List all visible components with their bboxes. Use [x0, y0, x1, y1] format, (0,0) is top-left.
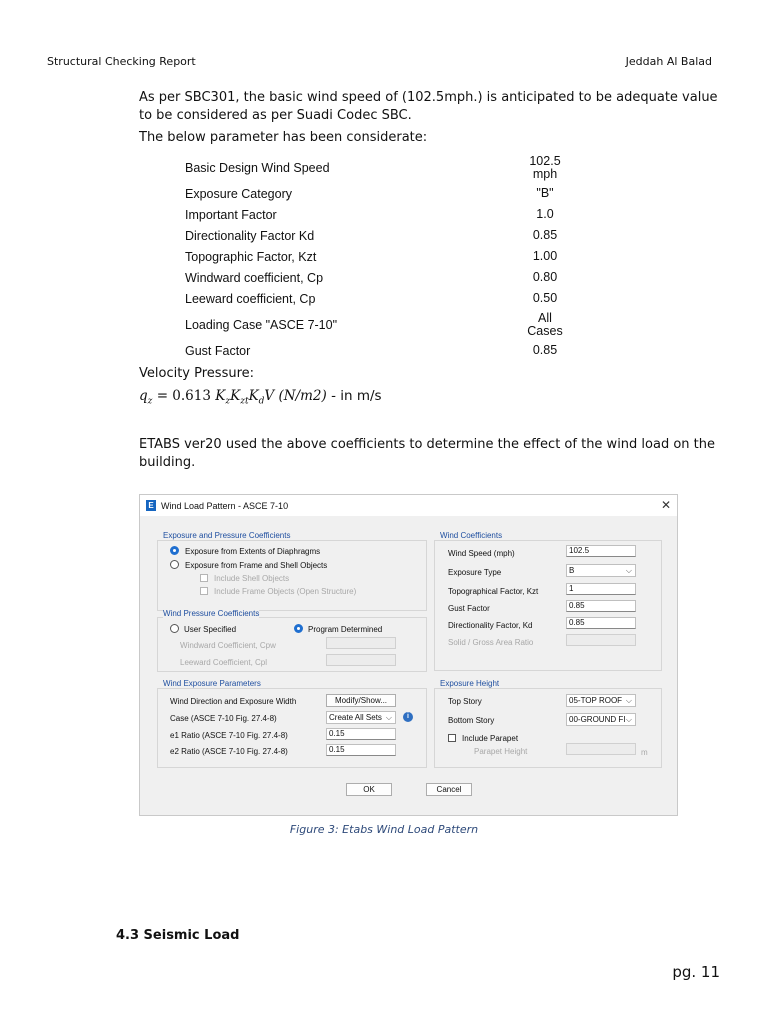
dialog-title: Wind Load Pattern - ASCE 7-10: [161, 501, 289, 511]
exposure-type-label: Exposure Type: [448, 568, 502, 577]
parameter-name: Directionality Factor Kd: [185, 228, 315, 243]
velocity-label: Velocity Pressure:: [139, 366, 255, 381]
report-title: Structural Checking Report: [47, 55, 196, 68]
parameter-name: Topographic Factor, Kzt: [185, 249, 317, 264]
top-story-value: 05-TOP ROOF: [569, 696, 623, 705]
dialog-titlebar: [140, 495, 677, 516]
chevron-down-icon: ⌵: [625, 696, 632, 705]
parameter-value-line: 1.0: [536, 207, 554, 221]
parameter-value: [515, 267, 575, 288]
etabs-paragraph: ETABS ver20 used the above coefficients to determine the effect of the wind load on the building.: [139, 437, 716, 470]
wind-speed-label: Wind Speed (mph): [448, 549, 515, 558]
parameter-name: Exposure Category: [185, 186, 293, 201]
section-heading: 4.3 Seismic Load: [116, 928, 240, 943]
include-parapet-label: Include Parapet: [462, 734, 519, 743]
program-determined-label: Program Determined: [308, 625, 383, 634]
parameter-value: [515, 204, 575, 225]
kzt-field[interactable]: 1: [566, 583, 636, 595]
chevron-down-icon: ⌵: [625, 715, 632, 724]
windward-coefficient-label: Windward Coefficient, Cpw: [180, 641, 276, 650]
etabs-app-icon: E: [146, 500, 156, 511]
top-story-dropdown[interactable]: [566, 694, 636, 707]
intro-paragraph: As per SBC301, the basic wind speed of (102.5mph.) is anticipated to be adequate value to be considered as per Suadi Codec SBC.: [139, 90, 718, 123]
parameter-row: [180, 204, 575, 225]
parapet-height-field[interactable]: [566, 743, 636, 755]
parameter-name: Basic Design Wind Speed: [185, 160, 330, 175]
parameter-name: Loading Case "ASCE 7-10": [185, 317, 338, 332]
parameter-value: [515, 288, 575, 309]
wind-direction-label: Wind Direction and Exposure Width: [170, 697, 297, 706]
close-icon[interactable]: ✕: [660, 498, 672, 512]
parameter-value: [515, 340, 575, 361]
formula-coefficient: = 0.613: [156, 388, 211, 404]
exposure-type-dropdown[interactable]: [566, 564, 636, 577]
parameter-name: Important Factor: [185, 207, 277, 222]
bottom-story-value: 00-GROUND FI: [569, 715, 626, 724]
user-specified-radio[interactable]: [170, 624, 179, 633]
kzt-label: Topographical Factor, Kzt: [448, 587, 539, 596]
parapet-unit-label: m: [641, 748, 648, 757]
parameter-name: Windward coefficient, Cp: [185, 270, 324, 285]
exposure-type-value: B: [569, 566, 575, 575]
parameter-value-line: mph: [532, 166, 558, 181]
top-story-label: Top Story: [448, 697, 482, 706]
modify-show-button[interactable]: Modify/Show...: [326, 694, 396, 707]
velocity-formula: $q_z = 0.613$ $K_zK_{zt}K_dV$ (N/m2) - in m/s: [139, 388, 382, 407]
page-number: pg. 11: [672, 963, 720, 981]
include-parapet-checkbox[interactable]: [448, 734, 456, 742]
parameter-name: Gust Factor: [185, 343, 251, 358]
ok-button[interactable]: OK: [346, 783, 392, 796]
exposure-group-title: Exposure and Pressure Coefficients: [163, 531, 291, 540]
wind-load-pattern-dialog: [139, 494, 678, 816]
parameter-value: [515, 225, 575, 246]
parameter-value-line: All: [538, 310, 552, 325]
chevron-down-icon: ⌵: [625, 566, 632, 575]
parameter-value-line: 102.5: [529, 153, 561, 168]
chevron-down-icon: ⌵: [385, 713, 392, 722]
windward-coefficient-field[interactable]: [326, 637, 396, 649]
solid-gross-ratio-field[interactable]: [566, 634, 636, 646]
exposure-height-title: Exposure Height: [440, 679, 500, 688]
parameter-name: Leeward coefficient, Cp: [185, 291, 316, 306]
e2-ratio-label: e2 Ratio (ASCE 7-10 Fig. 27.4-8): [170, 747, 288, 756]
include-shell-label: Include Shell Objects: [214, 574, 290, 583]
parameters-intro: The below parameter has been considerate:: [139, 130, 428, 145]
exposure-frame-shell-label: Exposure from Frame and Shell Objects: [185, 561, 328, 570]
parameter-value: [515, 246, 575, 267]
bottom-story-dropdown[interactable]: [566, 713, 636, 726]
gust-factor-field[interactable]: 0.85: [566, 600, 636, 612]
cancel-button[interactable]: Cancel: [426, 783, 472, 796]
parameter-row: [180, 340, 575, 361]
parameter-value-line: 0.85: [532, 343, 558, 357]
include-frame-checkbox[interactable]: [200, 587, 208, 595]
gust-factor-label: Gust Factor: [448, 604, 490, 613]
leeward-coefficient-label: Leeward Coefficient, Cpl: [180, 658, 268, 667]
bottom-story-label: Bottom Story: [448, 716, 495, 725]
include-shell-checkbox[interactable]: [200, 574, 208, 582]
e1-ratio-field[interactable]: 0.15: [326, 728, 396, 740]
wind-speed-field[interactable]: 102.5: [566, 545, 636, 557]
parameter-row: [180, 309, 575, 340]
parameter-value-line: 0.50: [532, 291, 558, 305]
e1-ratio-label: e1 Ratio (ASCE 7-10 Fig. 27.4-8): [170, 731, 288, 740]
case-value: Create All Sets: [329, 713, 382, 722]
case-dropdown[interactable]: [326, 711, 396, 724]
exposure-frame-shell-radio[interactable]: [170, 560, 179, 569]
parameter-row: [180, 152, 575, 183]
user-specified-label: User Specified: [184, 625, 237, 634]
parameter-value-line: "B": [536, 186, 554, 200]
project-name: Jeddah Al Balad: [625, 55, 712, 68]
parapet-height-label: Parapet Height: [474, 747, 528, 756]
parameter-value-line: 1.00: [532, 249, 558, 263]
exposure-parameters-title: Wind Exposure Parameters: [163, 679, 261, 688]
exposure-diaphragms-label: Exposure from Extents of Diaphragms: [185, 547, 321, 556]
parameter-row: [180, 183, 575, 204]
parameter-value: [515, 309, 575, 340]
program-determined-radio[interactable]: [294, 624, 303, 633]
case-label: Case (ASCE 7-10 Fig. 27.4-8): [170, 714, 277, 723]
wind-coefficients-title: Wind Coefficients: [440, 531, 503, 540]
kd-label: Directionality Factor, Kd: [448, 621, 533, 630]
solid-gross-ratio-label: Solid / Gross Area Ratio: [448, 638, 534, 647]
parameter-value: [515, 152, 575, 183]
parameter-row: [180, 225, 575, 246]
include-frame-label: Include Frame Objects (Open Structure): [214, 587, 357, 596]
wind-parameters-table: [180, 152, 575, 361]
e2-ratio-field[interactable]: 0.15: [326, 744, 396, 756]
parameter-row: [180, 288, 575, 309]
kd-field[interactable]: 0.85: [566, 617, 636, 629]
parameter-value: [515, 183, 575, 204]
parameter-row: [180, 246, 575, 267]
formula-suffix: - in m/s: [331, 388, 382, 404]
figure-caption: Figure 3: Etabs Wind Load Pattern: [289, 823, 479, 836]
info-icon[interactable]: i: [403, 712, 413, 722]
pressure-group-title: Wind Pressure Coefficients: [163, 609, 260, 618]
parameter-value-line: Cases: [527, 323, 563, 338]
parameter-value-line: 0.85: [532, 228, 558, 242]
formula-unit: (N/m2): [278, 388, 327, 404]
parameter-row: [180, 267, 575, 288]
parameter-value-line: 0.80: [532, 270, 558, 284]
exposure-diaphragms-radio[interactable]: [170, 546, 179, 555]
leeward-coefficient-field[interactable]: [326, 654, 396, 666]
